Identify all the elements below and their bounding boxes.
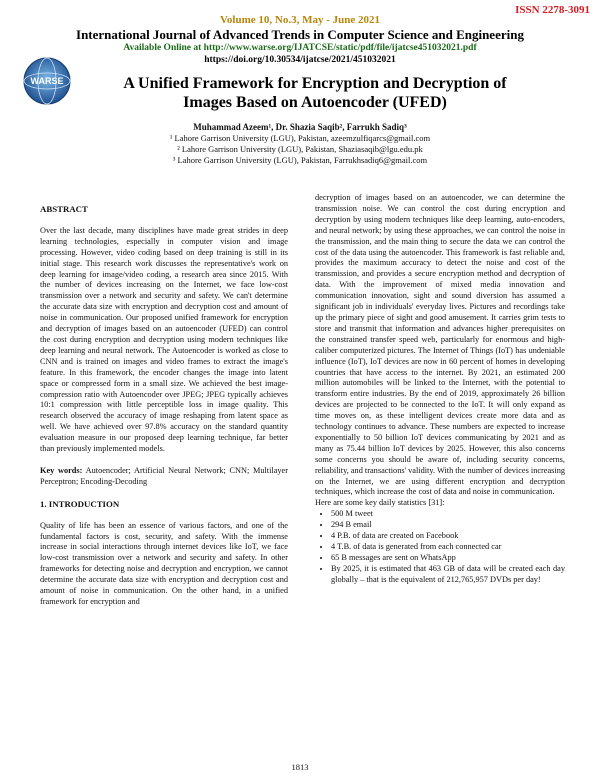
logo-text: WARSE xyxy=(30,76,64,86)
available-online-link[interactable]: Available Online at http://www.warse.org/IJATCSE/static/pdf/file/ijatcse451032021.pdf xyxy=(123,43,477,53)
journal-title: International Journal of Advanced Trends in Computer Science and Engineering xyxy=(76,27,524,42)
list-item: • 294 B email xyxy=(331,520,565,531)
volume-line: Volume 10, No.3, May - June 2021 xyxy=(219,14,380,26)
paper-title-line-2: Images Based on Autoencoder (UFED) xyxy=(183,94,447,111)
affiliation-2: ² Lahore Garrison University (LGU), Pakistan, Shaziasaqib@lgu.edu.pk xyxy=(177,144,423,154)
right-column xyxy=(315,193,565,586)
list-item: • 4 T.B. of data is generated from each connected car xyxy=(331,542,565,553)
list-item: • 4 P.B. of data are created on Facebook xyxy=(331,531,565,542)
affiliation-1: ¹ Lahore Garrison University (LGU), Pakistan, azeemzulfiqarcs@gmail.com xyxy=(169,133,431,143)
right-paragraph: decryption of images based on an autoencoder, we can determine the transmission noise. We can control the cost during encryption and decryption by using modern techniques like deep learning, auto-encoders, and neural network; by using these approaches, we can control the noise in the transmission, and the main thing to secure the data we can control the cost of the data using the autoencoder. This framework is fast reliable and, provides the maximum accuracy to detect the noise and cost of the transmission, and provides a secure encryption method and decryption of data. With the improvement of mixed media innovation and communication innovation, sight and sound diversion has assumed a significant job in individuals' everyday lives. Pictures and recordings take up the primary piece of sight and good amusement. It carries grim tests to store and transmit that information and advances higher prerequisites on the constrained transfer speed web, particularly for enormous and high-caliber computerized pictures. The Internet of Things (IoT) has undeniable influence (IoT), IoT devices are now in 60 percent of homes in developing countries that have access to the internet. By 2021, an estimated 200 million automobiles will be linked to the Internet, with the potential to transform entire industries. By the end of 2019, approximately 26 billion devices are projected to be connected to the IoT. It will only expand as time moves on, as these intelligent devices create more data and as technology continues to advance. These numbers are expected to increase exponentially to 50 billion IoT devices communicating by 2021 and as many as 75.44 billion IoT devices by 2025. However, this also concerns some concerns you should be aware of, including security concerns, reliability, and transactions' validity. With the number of devices increasing on the Internet, we are using different encryption and decryption techniques, which increase the cost of data and noise in communication. xyxy=(315,193,565,497)
list-item: • 65 B messages are sent on WhatsApp xyxy=(331,553,565,564)
doi-link[interactable]: https://doi.org/10.30534/ijatcse/2021/451032021 xyxy=(204,55,396,65)
masthead xyxy=(0,14,600,66)
left-column xyxy=(40,204,288,608)
page-number: 1813 xyxy=(291,762,309,772)
list-item: • 500 M tweet xyxy=(331,509,565,520)
intro-text: Quality of life has been an essence of various factors, and one of the fundamental factors is cost, security, and safety. With the immense increase in social interactions through internet devices like IoT, we face low-cost transmission over a network and security and safety. In other frameworks for detecting noise and decryption and encryption, we cannot determine the accurate data size with encryption and decryption cost and amount of noise in communication. On the other hand, in a unified framework for encryption and xyxy=(40,520,288,606)
affiliation-3: ³ Lahore Garrison University (LGU), Pakistan, Farrukhsadiq6@gmail.com xyxy=(172,155,428,165)
keywords-label: Key words: xyxy=(40,465,83,475)
keywords-text: Autoencoder; Artificial Neural Network; CNN; Multilayer Perceptron; Encoding-Decoding xyxy=(40,465,288,486)
abstract-text: Over the last decade, many disciplines have made great strides in deep learning technologies, especially in computer vision and image processing. However, video coding based on deep training is still in its initial stage. This research work discusses the representative's work on deep learning for image/video coding, a research area since 2015. With the number of devices increasing on the Internet, we face low-cost transmission over a network and security and safety. We can't determine the accurate data size with encryption and decryption cost and amount of noise in communication. Our proposed unified framework for encryption and decryption of images based on an autoencoder (UFED) can control the cost during encryption and decryption using modern techniques like deep learning and neural network. The Autoencoder is worked as close to CNN and is trained on images and video frames to extract the image's feature. In this framework, the encoder changes the image into latent space or compressed form in a small size. We achieved the best image-compression ratio with Autoencoder over JPEG; JPEG typically achieves 10:1 compression with little perceptible loss in image quality. This research observed the accuracy of image reshaping from latent space as well. We have achieved over 97.8% accuracy on the standard quantity evaluation measure in our proposed deep learning technique, far better than previously implemented models. xyxy=(40,225,288,454)
abstract-heading: ABSTRACT xyxy=(40,204,88,214)
intro-heading: 1. INTRODUCTION xyxy=(40,498,120,509)
stats-intro: Here are some key daily statistics [31]: xyxy=(315,498,445,508)
list-item: • By 2025, it is estimated that 463 GB of data will be created each day globally – that is the equivalent of 212,765,957 DVDs per day! xyxy=(331,564,565,586)
author-names: Muhammad Azeem¹, Dr. Shazia Saqib², Farrukh Sadiq³ xyxy=(193,122,407,132)
issn-label: ISSN 2278-3091 xyxy=(515,4,590,16)
author-block xyxy=(0,122,600,166)
paper-title-line-1: A Unified Framework for Encryption and Decryption of xyxy=(123,75,507,92)
paper-title xyxy=(60,74,570,112)
stats-list xyxy=(315,509,565,585)
keywords xyxy=(40,466,288,488)
